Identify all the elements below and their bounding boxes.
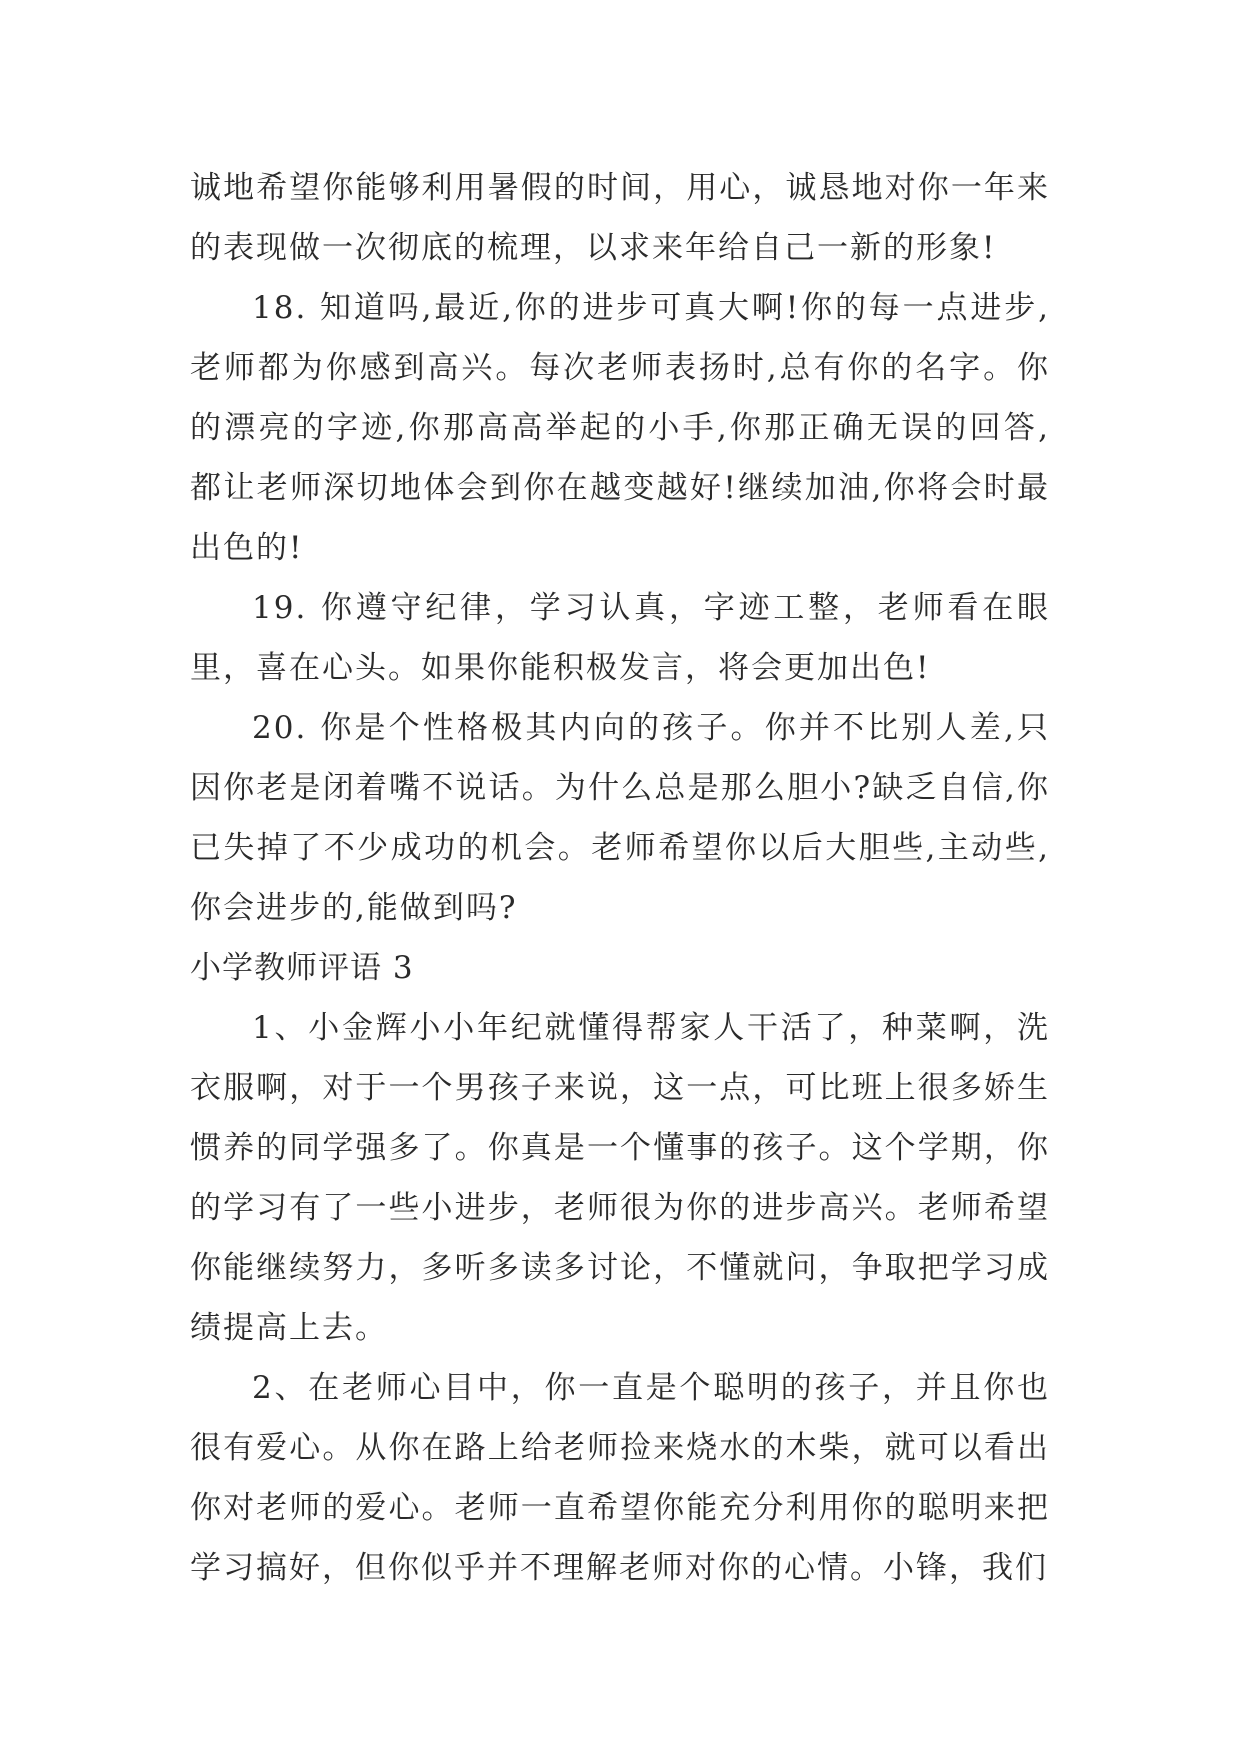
continuation-paragraph: 诚地希望你能够利用暑假的时间，用心，诚恳地对你一年来的表现做一次彻底的梳理，以求来年给自己一新的形象!: [190, 170, 1050, 266]
comment-item-19: 19. 你遵守纪律，学习认真，字迹工整，老师看在眼里，喜在心头。如果你能积极发言，将会更加出色!: [190, 590, 1050, 686]
document-body: [190, 158, 1050, 1598]
section-heading: 小学教师评语 3: [190, 950, 414, 986]
comment-item-20: 20. 你是个性格极其内向的孩子。你并不比别人差,只因你老是闭着嘴不说话。为什么总是那么胆小?缺乏自信,你已失掉了不少成功的机会。老师希望你以后大胆些,主动些,你会进步的,能做到吗?: [190, 710, 1050, 926]
comment-item-1: 1、小金辉小小年纪就懂得帮家人干活了，种菜啊，洗衣服啊，对于一个男孩子来说，这一点，可比班上很多娇生惯养的同学强多了。你真是一个懂事的孩子。这个学期，你的学习有了一些小进步，老师很为你的进步高兴。老师希望你能继续努力，多听多读多讨论，不懂就问，争取把学习成绩提高上去。: [190, 1010, 1050, 1346]
comment-item-18: 18. 知道吗,最近,你的进步可真大啊!你的每一点进步,老师都为你感到高兴。每次老师表扬时,总有你的名字。你的漂亮的字迹,你那高高举起的小手,你那正确无误的回答,都让老师深切地体会到你在越变越好!继续加油,你将会时最出色的!: [190, 290, 1050, 566]
comment-item-2: 2、在老师心目中，你一直是个聪明的孩子，并且你也很有爱心。从你在路上给老师捡来烧水的木柴，就可以看出你对老师的爱心。老师一直希望你能充分利用你的聪明来把学习搞好，但你似乎并不理解老师对你的心情。小锋，我们: [190, 1370, 1050, 1586]
